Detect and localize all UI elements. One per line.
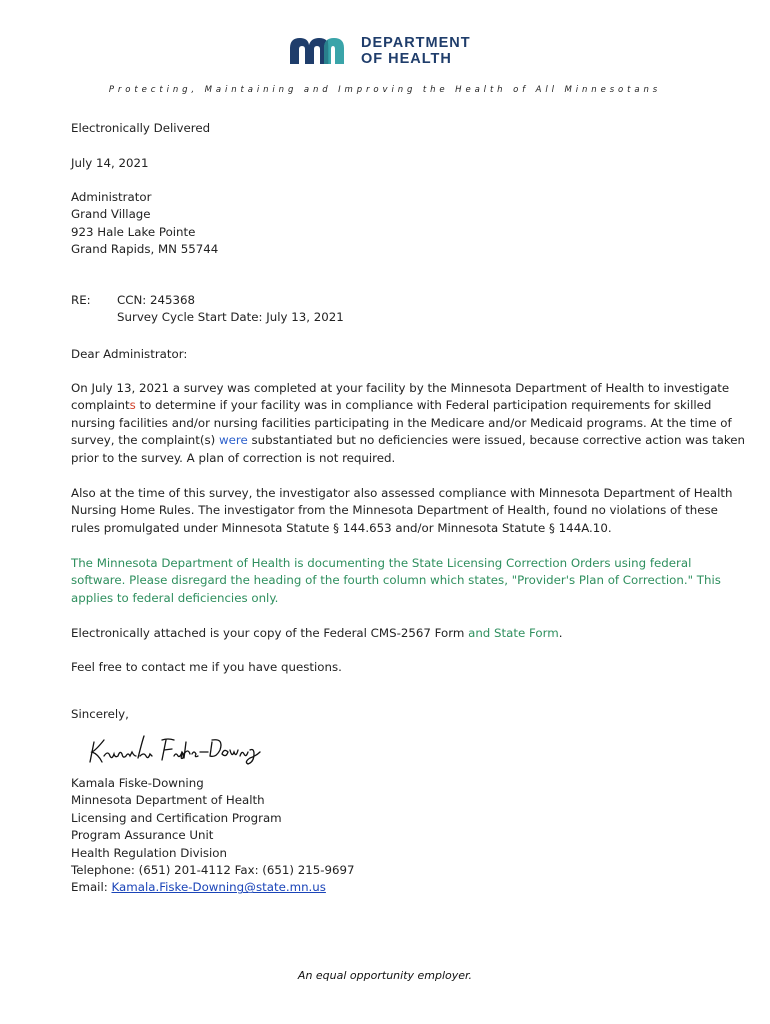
signer-block [71,775,355,897]
paragraph-line: applies to federal deficiencies only. [71,590,279,605]
re-details [117,292,344,327]
salutation: Dear Administrator: [71,347,188,361]
signer-program: Licensing and Certification Program [71,810,282,825]
paragraph-survey [71,380,745,467]
text-run: complaint [71,398,130,413]
logo-line2: OF HEALTH [361,51,452,67]
signer-name: Kamala Fiske-Downing [71,776,204,790]
signer-org: Minnesota Department of Health [71,793,265,808]
survey-cycle-date: Survey Cycle Start Date: July 13, 2021 [117,310,344,325]
paragraph-line: Nursing Home Rules. The investigator from the Minnesota Department of Health, found no violations of these [71,503,718,518]
recipient-address [71,189,218,259]
signer-email-line [71,879,355,896]
paragraph-line [71,432,745,449]
paragraph-contact: Feel free to contact me if you have questions. [71,660,342,674]
recipient-line: 923 Hale Lake Pointe [71,224,196,239]
re-label: RE: [71,293,91,307]
highlight-green: and State Form [468,626,559,640]
paragraph-line: nursing facilities and/or nursing facilities participating in the Medicare and/or Medicaid programs. At the time of [71,415,732,430]
signer-division: Health Regulation Division [71,845,227,860]
logo-line1: DEPARTMENT [361,35,471,51]
signature-image [88,732,263,772]
paragraph-line [71,397,745,414]
highlight-blue: were [218,433,248,448]
mdh-logo [288,34,488,70]
paragraph-line: software. Please disregard the heading of the fourth column which states, "Provider's Plan of Correction." This [71,573,721,588]
email-label: Email: [71,880,112,895]
text-run: Electronically attached is your copy of the Federal CMS-2567 Form [71,626,469,640]
closing: Sincerely, [71,707,129,721]
email-link[interactable]: Kamala.Fiske-Downing@state.mn.us [111,880,326,895]
letter-date: July 14, 2021 [71,156,149,170]
paragraph-licensing [71,555,721,607]
paragraph-line: rules promulgated under Minnesota Statute § 144.653 and/or Minnesota Statute § 144A.10. [71,520,612,535]
paragraph-line: On July 13, 2021 a survey was completed at your facility by the Minnesota Department of Health to investigate [71,381,730,395]
paragraph-rules [71,485,733,537]
footer-note: An equal opportunity employer. [297,969,473,982]
highlight-red: s [129,398,136,413]
signer-unit: Program Assurance Unit [71,828,214,843]
tagline: Protecting, Maintaining and Improving the Health of All Minnesotans [108,85,662,95]
ccn: CCN: 245368 [117,293,196,307]
paragraph-attachment [71,625,562,642]
mn-logo-icon [288,34,354,66]
paragraph-line: Also at the time of this survey, the investigator also assessed compliance with Minnesota Department of Health [71,486,733,500]
signer-phone: Telephone: (651) 201-4112 Fax: (651) 215-9697 [71,863,355,878]
text-run: substantiated but no deficiencies were issued, because corrective action was taken [247,433,746,448]
recipient-line: Administrator [71,190,152,204]
recipient-line: Grand Rapids, MN 55744 [71,242,219,257]
text-run: survey, the complaint(s) [71,433,219,448]
recipient-line: Grand Village [71,207,151,222]
text-run: to determine if your facility was in compliance with Federal participation requirements for skilled [135,398,712,413]
delivery-note: Electronically Delivered [71,121,211,135]
text-run: . [558,626,563,640]
paragraph-line: The Minnesota Department of Health is documenting the State Licensing Correction Orders using federal [71,556,692,570]
logo-wordmark [361,35,471,67]
paragraph-line: prior to the survey. A plan of correction is not required. [71,450,396,465]
